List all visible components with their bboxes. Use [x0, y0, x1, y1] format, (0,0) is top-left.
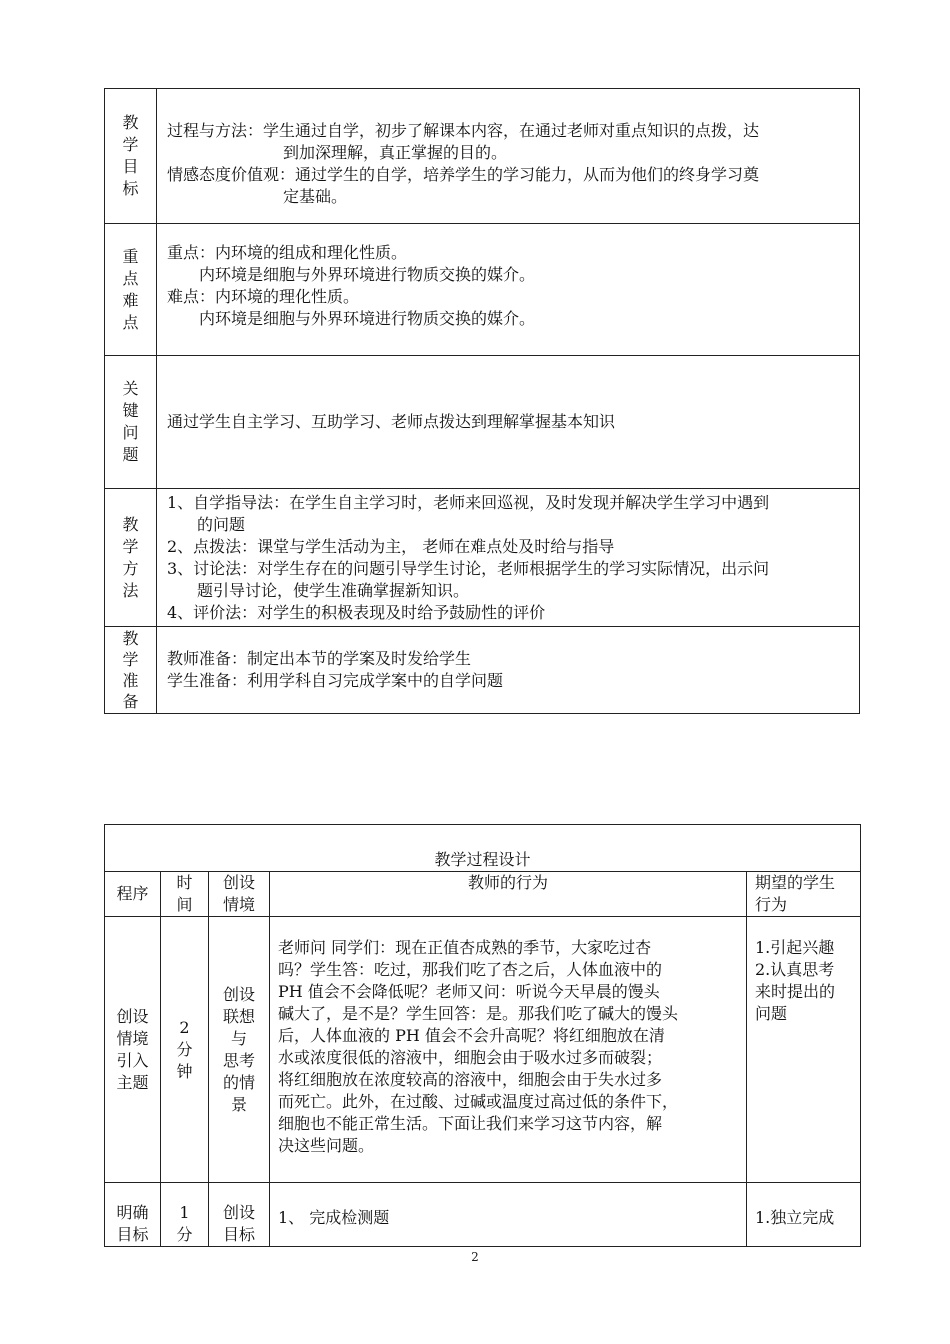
- methods-label: 教 学 方 法: [105, 489, 157, 627]
- objective-procedure: 明确 目标: [105, 1183, 161, 1247]
- intro-teacher-behavior: 老师问 同学们：现在正值杏成熟的季节，大家吃过杏 吗？学生答：吃过，那我们吃了杏之后，人体血液中的 PH 值会不会降低呢？老师又问：听说今天早晨的馒头 碱大了，是不是？学生回答：是。那我们吃了碱大的馒头 后，人体血液的 PH 值会不会升高呢？将红细胞放在清 水或浓度很低的溶液中，细胞会由于吸水过多而破裂； 将红细胞放在浓度较高的溶液中，细胞会由于失水过多 而死亡。此外，在过酸、过碱或温度过高过低的条件下， 细胞也不能正常生活。下面让我们来学习这节内容，解 决这些问题。: [270, 917, 747, 1183]
- intro-student-behavior: 1.引起兴趣 2.认真思考 来时提出的 问题: [747, 917, 861, 1183]
- process-row-objective: [105, 1183, 861, 1247]
- teaching-process-table: [104, 824, 861, 1247]
- objective-scene: 创设 目标: [209, 1183, 270, 1247]
- intro-time: 2 分 钟: [161, 917, 209, 1183]
- process-row-intro: [105, 917, 861, 1183]
- process-title: 教学过程设计: [105, 825, 861, 872]
- process-header-row: [105, 872, 861, 917]
- header-teacher: 教师的行为: [270, 872, 747, 917]
- row-methods: [105, 489, 860, 627]
- key-question-content: 通过学生自主学习、互助学习、老师点拨达到理解掌握基本知识: [157, 356, 860, 489]
- row-key-question: [105, 356, 860, 489]
- objective-time: 1 分: [161, 1183, 209, 1247]
- methods-content: 1、自学指导法：在学生自主学习时，老师来回巡视，及时发现并解决学生学习中遇到 的问题 2、点拨法：课堂与学生活动为主， 老师在难点处及时给与指导 3、讨论法：对学生存在的问题引导学生讨论，老师根据学生的学习实际情况，出示问 题引导讨论，使学生准确掌握新知识。 4、评价法：对学生的积极表现及时给予鼓励性的评价: [157, 489, 860, 627]
- row-preparation: [105, 627, 860, 714]
- header-student: 期望的学生 行为: [747, 872, 861, 917]
- key-question-label: 关 键 问 题: [105, 356, 157, 489]
- header-time: 时 间: [161, 872, 209, 917]
- key-difficult-content: 重点：内环境的组成和理化性质。 内环境是细胞与外界环境进行物质交换的媒介。 难点：内环境的理化性质。 内环境是细胞与外界环境进行物质交换的媒介。: [157, 224, 860, 356]
- preparation-content: 教师准备：制定出本节的学案及时发给学生 学生准备：利用学科自习完成学案中的自学问题: [157, 627, 860, 714]
- process-title-row: [105, 825, 861, 872]
- lesson-info-table: [104, 88, 860, 714]
- objective-student-behavior: 1.独立完成: [747, 1183, 861, 1247]
- page-number: 2: [471, 1250, 479, 1264]
- header-procedure: 程序: [105, 872, 161, 917]
- objectives-label: 教 学 目 标: [105, 89, 157, 224]
- intro-procedure: 创设 情境 引入 主题: [105, 917, 161, 1183]
- preparation-label: 教 学 准 备: [105, 627, 157, 714]
- header-scene: 创设 情境: [209, 872, 270, 917]
- objective-teacher-behavior: 1、 完成检测题: [270, 1183, 747, 1247]
- key-difficult-label: 重 点 难 点: [105, 224, 157, 356]
- row-objectives: [105, 89, 860, 224]
- objectives-content: 过程与方法：学生通过自学，初步了解课本内容，在通过老师对重点知识的点拨，达 到加深理解，真正掌握的目的。 情感态度价值观：通过学生的自学，培养学生的学习能力，从而为他们的终身学习奠 定基础。: [157, 89, 860, 224]
- row-key-difficult: [105, 224, 860, 356]
- intro-scene: 创设 联想 与 思考 的情 景: [209, 917, 270, 1183]
